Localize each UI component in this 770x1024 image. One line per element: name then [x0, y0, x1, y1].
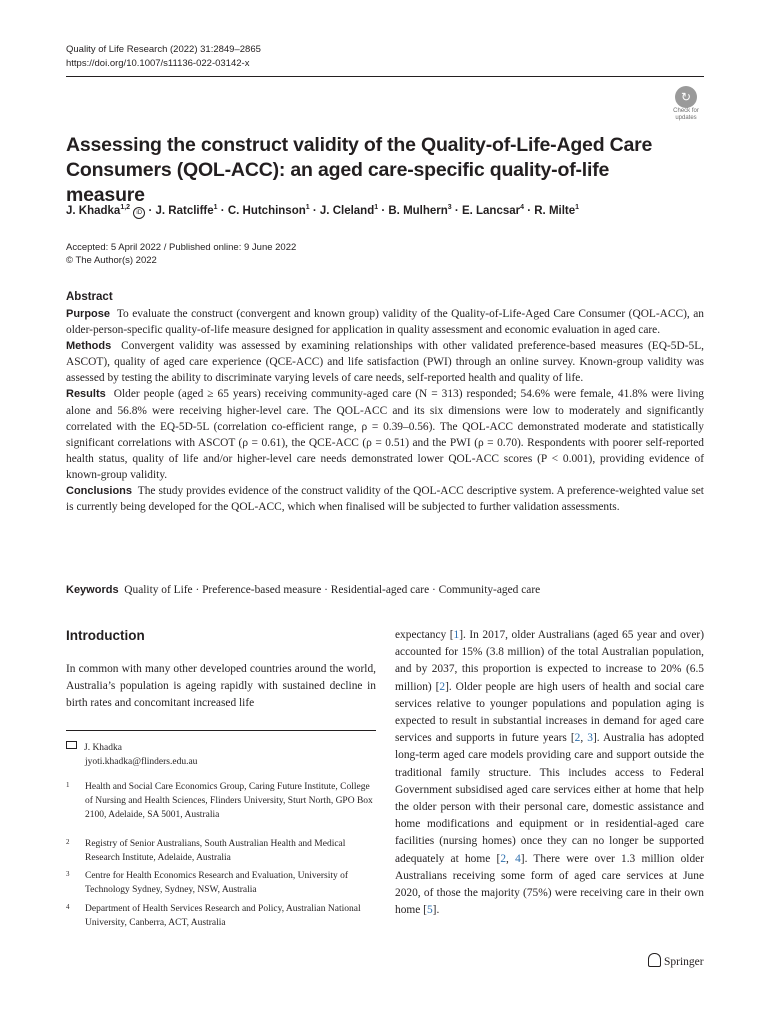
- doi-link[interactable]: https://doi.org/10.1007/s11136-022-03142-x: [66, 58, 250, 69]
- author-list: J. Khadka$^{1,2}$ iD · J. Ratcliffe$^1$ · C. Hutchinson$^1$ · J. Cleland$^1$ · B. Mulhern$^3$ · E. Lancsar$^4$ · R. Milte$^1$: [66, 204, 580, 217]
- abstract-methods: Methods Convergent validity was assessed by examining relationships with other validated preference-based measures (EQ-5D-5L, ASCOT), quality of aged care experience (QCE-ACC) and life satisfaction (PWI) through an online survey. Known-group validity was assessed by testing the ability to discriminate varying levels of care needs, self-reported health and quality of life.: [66, 340, 704, 385]
- journal-header: [66, 43, 261, 71]
- publisher-name: Springer: [664, 956, 704, 968]
- abstract-body: [66, 306, 704, 515]
- citation-link[interactable]: 4: [515, 852, 521, 865]
- affiliation-4: 4 Department of Health Services Research and Policy, Australian National University, Canberra, ACT, Australia: [66, 903, 361, 928]
- publisher-logo: [648, 953, 704, 968]
- author[interactable]: C. Hutchinson$^1$: [227, 204, 310, 217]
- envelope-icon: [66, 741, 77, 749]
- introduction-right-column: expectancy [1]. In 2017, older Australians (aged 65 year and over) accounted for 15% (3.8 million) of the total Australian population, and by 2037, this proportion is expected to increase to 20% (6.5 million) [2]. Older people are high users of health and social care services relative to younger populations and population aging is expected to result in substantial increases in demand for aged care services and supports in future years [2, 3]. Australia has adopted long-term aged care models providing care and support outside the traditional family structure. This includes access to Federal Government subsidised aged care services either at home that help the older person with their personal care, domestic assistance and home modifications and equipment or in residential-aged care facilities (nursing homes) once they can no longer be supported adequately at home [2, 4]. There were over 1.3 million older Australians receiving some form of aged care services at June 2020, of those the majority (75%) were receiving care in their own home [5].: [395, 629, 704, 917]
- abstract-purpose: Purpose To evaluate the construct (convergent and known group) validity of the Quality-of-Life-Aged Care Consumer (QOL-ACC), an older-person-specific quality-of-life measure designed for application in quality assessment and economic evaluation in aged care.: [66, 308, 704, 337]
- author[interactable]: J. Khadka$^{1,2}$: [66, 204, 131, 217]
- citation-link[interactable]: 5: [426, 904, 433, 917]
- author[interactable]: E. Lancsar$^4$: [461, 204, 525, 217]
- accepted-published: Accepted: 5 April 2022 / Published online: 9 June 2022: [66, 242, 297, 253]
- corresponding-name: J. Khadka: [84, 743, 122, 753]
- citation-link[interactable]: 3: [587, 732, 593, 745]
- citation-link[interactable]: 2: [574, 732, 581, 745]
- publication-dates: [66, 241, 296, 267]
- journal-citation: Quality of Life Research (2022) 31:2849–2865: [66, 44, 261, 55]
- author[interactable]: J. Ratcliffe$^1$: [155, 204, 218, 217]
- abstract-conclusions: Conclusions The study provides evidence of the construct validity of the QOL-ACC descriptive system. A preference-weighted value set is currently being developed for the QOL-ACC, which when finalised will be subjected to further validation assessments.: [66, 485, 704, 514]
- footnote-rule: [66, 730, 376, 731]
- copyright: © The Author(s) 2022: [66, 255, 157, 266]
- header-rule: [66, 76, 704, 77]
- author[interactable]: R. Milte$^1$: [534, 204, 580, 217]
- citation-link[interactable]: 1: [453, 629, 460, 641]
- author[interactable]: J. Cleland$^1$: [319, 204, 379, 217]
- keywords: [66, 582, 540, 598]
- springer-horse-icon: [648, 953, 661, 967]
- badge-line2: updates: [675, 115, 697, 121]
- abstract-heading: Abstract: [66, 291, 113, 303]
- citation-link[interactable]: 2: [439, 680, 446, 693]
- introduction-left-column: In common with many other developed countries around the world, Australia’s population is ageing rapidly with sustained decline in birth rates and concomitant increased life: [66, 663, 376, 710]
- corresponding-email[interactable]: jyoti.khadka@flinders.edu.au: [85, 757, 198, 767]
- introduction-heading: Introduction: [66, 628, 145, 643]
- abstract-results: Results Older people (aged ≥ 65 years) receiving community-aged care (N = 313) responded; 54.6% were female, 41.8% were living alone and 56.8% were receiving higher-level care. The QOL-ACC and its six dimensions were low to moderately and significantly correlated with the EQ-5D-5L (correlation co-efficient range, ρ = 0.39–0.56). The QOL-ACC demonstrated moderate and statistically significant correlations with ASCOT (ρ = 0.61), the QCE-ACC (ρ = 0.51) and the PWI (ρ = 0.70). Respondents with poorer self-reported health status, quality of life and/or higher-level care needs demonstrated lower QOL-ACC scores (P < 0.001), providing evidence of known-group validity.: [66, 388, 704, 481]
- author[interactable]: B. Mulhern$^3$: [388, 204, 452, 217]
- affiliation-2: 2 Registry of Senior Australians, South Australian Health and Medical Research Institute, Adelaide, Australia: [66, 838, 346, 863]
- keywords-label: Keywords: [66, 584, 119, 596]
- check-updates-icon: ↻: [675, 86, 697, 108]
- article-title: Assessing the construct validity of the Quality-of-Life-Aged Care Consumers (QOL-ACC): an aged care-specific quality-of-life measure: [66, 134, 653, 206]
- check-for-updates-badge[interactable]: [668, 86, 704, 122]
- corresponding-author: [66, 741, 197, 769]
- affiliation-1: 1 Health and Social Care Economics Group, Caring Future Institute, College of Nursing and Health Sciences, Flinders University, Sturt North, GPO Box 2100, Adelaide, SA 5001, Australia: [66, 781, 373, 820]
- orcid-icon[interactable]: iD: [133, 207, 145, 219]
- citation-link[interactable]: 2: [500, 852, 507, 865]
- keywords-text: Quality of Life · Preference-based measure · Residential-aged care · Community-aged care: [124, 584, 541, 596]
- badge-line1: Check for: [673, 108, 699, 114]
- affiliation-3: 3 Centre for Health Economics Research and Evaluation, University of Technology Sydney, Sydney, NSW, Australia: [66, 870, 349, 895]
